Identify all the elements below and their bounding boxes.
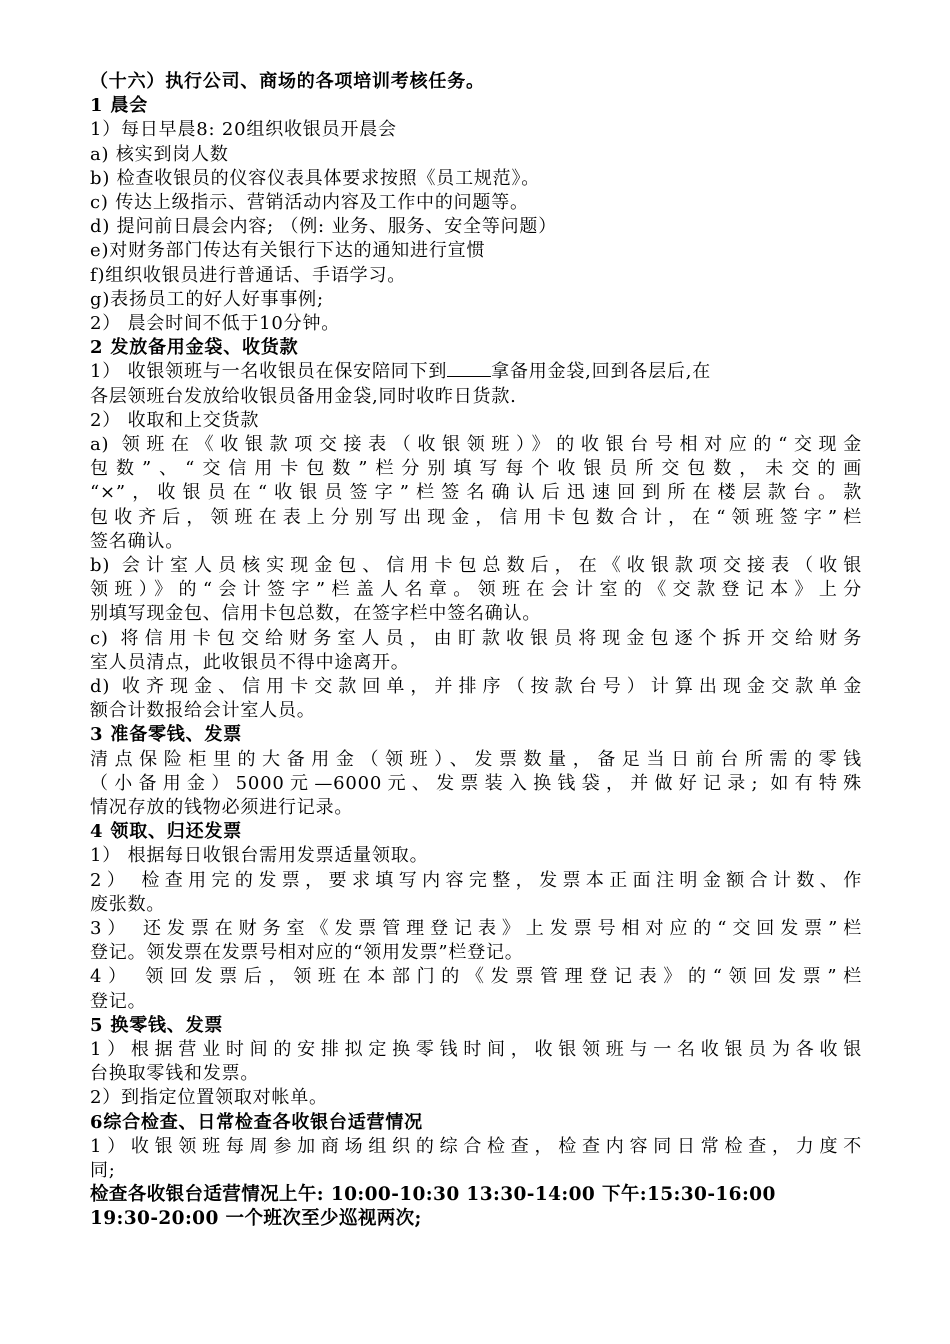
text-fragment: 拿备用金袋,回到各层后,在: [491, 361, 712, 383]
text-line: 额合计数报给会计室人员。: [90, 700, 316, 722]
text-line: 2）到指定位置领取对帐单。: [90, 1087, 328, 1109]
schedule-line: 检查各收银台适营情况上午: 10:00-10:30 13:30-14:00 下午:15:30-16:00: [90, 1184, 776, 1206]
section-heading: 6综合检查、日常检查各收银台适营情况: [90, 1111, 423, 1133]
text-fragment: 1） 收银领班与一名收银员在保安陪同下到: [90, 361, 448, 383]
text-line: 4） 领回发票后，领班在本部门的《发票管理登记表》的“领回发票”栏: [90, 966, 862, 988]
text-line: g)表扬员工的好人好事事例;: [90, 288, 324, 310]
text-line: （小备用金）5000元—6000元、发票装入换钱袋，并做好记录; 如有特殊: [90, 772, 862, 794]
text-line: d) 收齐现金、信用卡交款回单，并排序（按款台号）计算出现金交款单金: [90, 675, 862, 697]
text-line: 登记。领发票在发票号相对应的“领用发票”栏登记。: [90, 942, 524, 964]
section-heading: （十六）执行公司、商场的各项培训考核任务。: [90, 71, 485, 92]
text-line: c) 传达上级指示、营销活动内容及工作中的问题等。: [90, 192, 529, 214]
text-line: 别填写现金包、信用卡包总数，在签字栏中签名确认。: [90, 603, 542, 625]
section-heading: 5 换零钱、发票: [90, 1014, 224, 1036]
text-line: 3） 还发票在财务室《发票管理登记表》上发票号相对应的“交回发票”栏: [90, 917, 862, 939]
text-line: 1）每日早晨8: 20组织收银员开晨会: [90, 119, 397, 141]
text-line: 同;: [90, 1159, 116, 1181]
text-line: 1）收银领班每周参加商场组织的综合检查，检查内容同日常检查，力度不: [90, 1135, 862, 1157]
text-line: a) 领班在《收银款项交接表（收银领班）》的收银台号相对应的“交现金: [90, 434, 862, 456]
text-line: a) 核实到岗人数: [90, 143, 229, 165]
underline-blank: [447, 360, 491, 377]
section-heading: 1 晨会: [90, 95, 148, 117]
text-line: 台换取零钱和发票。: [90, 1063, 260, 1085]
text-line: 情况存放的钱物必须进行记录。: [90, 796, 354, 818]
text-line: “×”，收银员在“收银员签字”栏签名确认后迅速回到所在楼层款台。款: [90, 482, 862, 504]
text-line: 1） 根据每日收银台需用发票适量领取。: [90, 845, 429, 867]
text-line: 领班）》的“会计签字”栏盖人名章。领班在会计室的《交款登记本》上分: [90, 579, 862, 601]
text-line: b) 检查收银员的仪容仪表具体要求按照《员工规范》。: [90, 167, 541, 189]
section-heading: 4 领取、归还发票: [90, 821, 242, 843]
text-line: 2） 检查用完的发票，要求填写内容完整，发票本正面注明金额合计数、作: [90, 869, 862, 891]
text-line: [90, 360, 862, 384]
text-line: b) 会计室人员核实现金包、信用卡包总数后，在《收银款项交接表（收银: [90, 555, 862, 576]
text-line: 各层领班台发放给收银员备用金袋,同时收昨日货款.: [90, 385, 517, 407]
text-line: 包数”、“交信用卡包数”栏分别填写每个收银员所交包数，未交的画: [90, 458, 862, 480]
document-page: [90, 70, 862, 1232]
text-line: f)组织收银员进行普通话、手语学习。: [90, 264, 407, 286]
text-line: 清点保险柜里的大备用金（领班）、发票数量，备足当日前台所需的零钱: [90, 748, 862, 770]
text-line: d) 提问前日晨会内容; （例: 业务、服务、安全等问题）: [90, 216, 558, 238]
text-line: 签名确认。: [90, 530, 184, 552]
text-line: 废张数。: [90, 893, 166, 915]
text-line: 2） 收取和上交货款: [90, 409, 260, 431]
schedule-line: 19:30-20:00 一个班次至少巡视两次;: [90, 1208, 422, 1230]
text-line: 包收齐后，领班在表上分别写出现金，信用卡包数合计，在“领班签字”栏: [90, 506, 862, 528]
text-line: 室人员清点，此收银员不得中途离开。: [90, 651, 410, 673]
text-line: 1）根据营业时间的安排拟定换零钱时间，收银领班与一名收银员为各收银: [90, 1038, 862, 1060]
text-line: 登记。: [90, 990, 147, 1012]
text-line: c) 将信用卡包交给财务室人员，由盯款收银员将现金包逐个拆开交给财务: [90, 627, 862, 649]
section-heading: 3 准备零钱、发票: [90, 724, 242, 746]
section-heading: 2 发放备用金袋、收货款: [90, 337, 299, 359]
text-line: 2） 晨会时间不低于10分钟。: [90, 313, 341, 335]
text-line: e)对财务部门传达有关银行下达的通知进行宣惯: [90, 240, 486, 262]
